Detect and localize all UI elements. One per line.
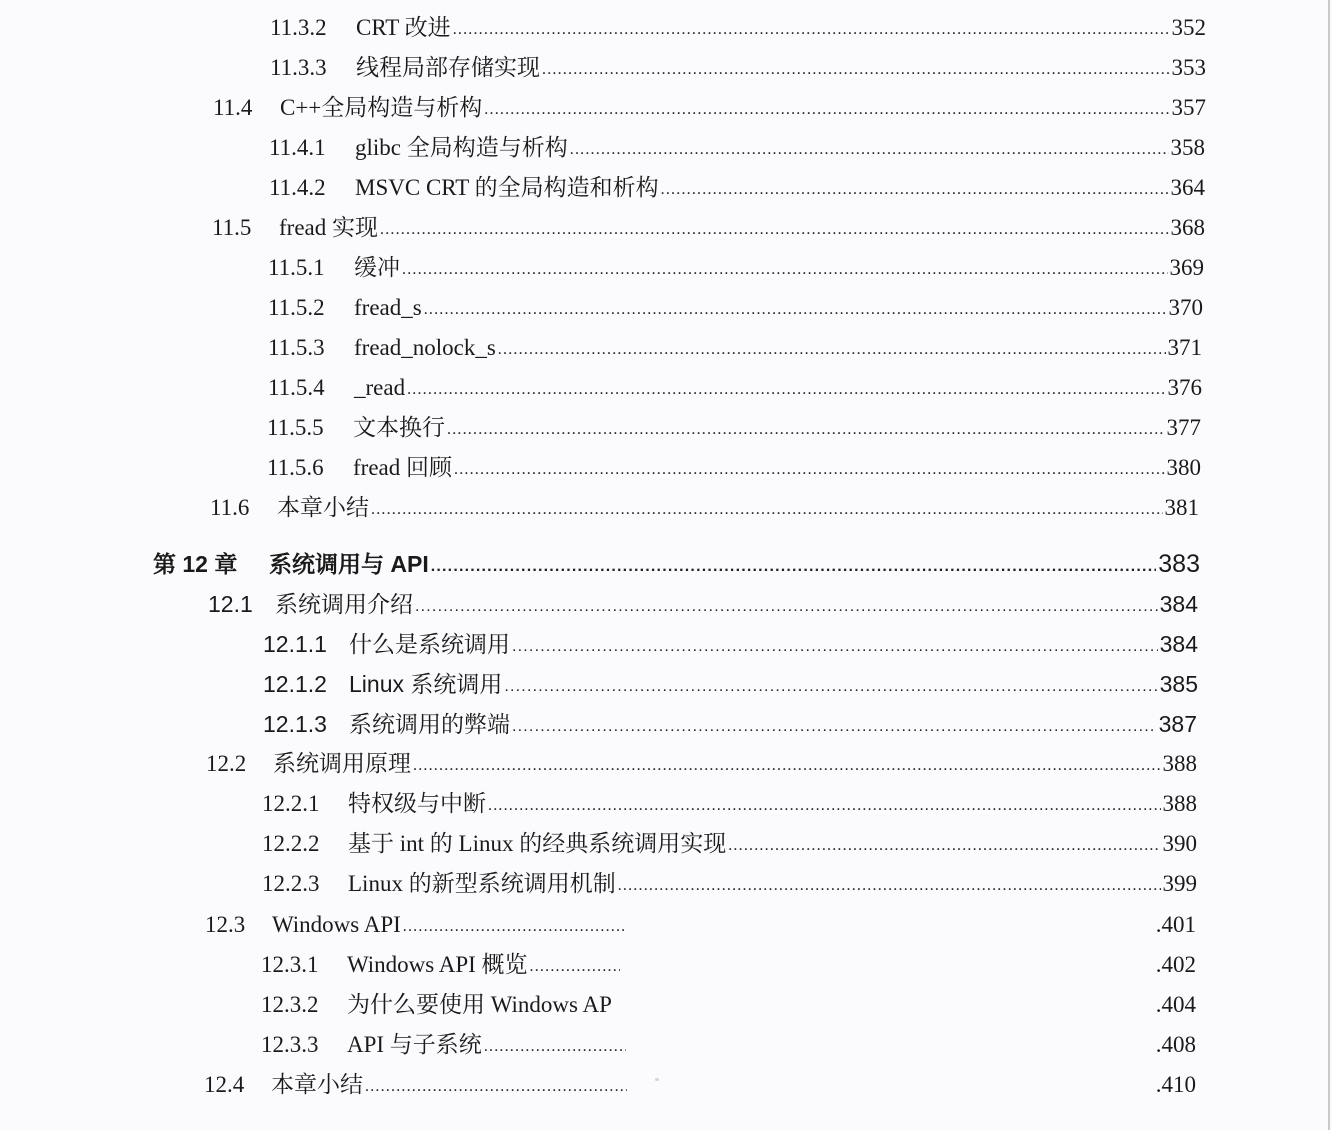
toc-entry-number: 12.3.1 (261, 952, 319, 977)
dot-leader (371, 493, 1163, 521)
toc-entry[interactable] (270, 54, 1206, 82)
dot-leader (498, 333, 1166, 361)
dot-leader (380, 213, 1169, 241)
toc-entry-title: 文本换行 (353, 415, 445, 440)
toc-entry-page: 352 (1171, 15, 1206, 40)
toc-entry[interactable] (261, 991, 1196, 1019)
dot-leader (530, 950, 620, 978)
toc-entry-title: 系统调用介绍 (275, 591, 413, 617)
toc-entry-page: 377 (1166, 415, 1201, 440)
toc-entry-number: 11.5.6 (267, 455, 324, 480)
toc-entry-page: 385 (1159, 671, 1198, 697)
toc-entry-number: 12.1.1 (263, 631, 327, 657)
toc-entry-number: 11.5.1 (268, 255, 325, 280)
toc-entry-title: 为什么要使用 Windows AP (347, 992, 612, 1017)
dot-leader (413, 749, 1161, 777)
toc-chapter-entry[interactable] (153, 550, 1200, 578)
toc-entry-page: 371 (1167, 335, 1202, 360)
dot-leader (365, 1070, 627, 1098)
toc-entry[interactable] (205, 911, 1196, 939)
toc-entry-number: 12.2.3 (262, 871, 320, 896)
toc-entry-page: 381 (1164, 495, 1199, 520)
toc-entry[interactable] (263, 710, 1197, 738)
toc-entry[interactable] (268, 294, 1203, 322)
toc-entry-page: 358 (1170, 135, 1205, 160)
toc-entry[interactable] (269, 174, 1205, 202)
toc-entry-page: 357 (1171, 95, 1206, 120)
dot-leader (488, 789, 1161, 817)
toc-entry-number: 12.2 (206, 751, 247, 776)
toc-entry-title: Windows API 概览 (347, 952, 528, 977)
toc-entry-number: 12.4 (204, 1072, 245, 1097)
toc-entry-number: 11.4 (213, 95, 253, 120)
toc-entry-title: API 与子系统 (347, 1032, 482, 1057)
toc-entry-number: 11.3.3 (270, 55, 327, 80)
toc-entry-page: .410 (1155, 1072, 1196, 1097)
toc-entry[interactable] (204, 1071, 1196, 1099)
toc-entry[interactable] (212, 214, 1205, 242)
toc-entry[interactable] (263, 670, 1198, 698)
toc-entry[interactable] (267, 454, 1201, 482)
dot-leader (661, 173, 1169, 201)
toc-entry-number: 11.5.4 (268, 375, 325, 400)
toc-entry-number: 11.5.3 (268, 335, 325, 360)
toc-entry-title: Windows API (272, 912, 401, 937)
toc-entry[interactable] (262, 790, 1197, 818)
toc-entry-page: 368 (1170, 215, 1205, 240)
toc-entry[interactable] (213, 94, 1206, 122)
toc-entry-page: 369 (1169, 255, 1204, 280)
toc-entry-title: 本章小结 (277, 495, 369, 520)
toc-entry-title: MSVC CRT 的全局构造和析构 (355, 175, 659, 200)
toc-entry-page: .401 (1155, 912, 1196, 937)
toc-entry-title: 系统调用的弊端 (349, 711, 510, 737)
chapter-page: 383 (1158, 550, 1200, 578)
toc-entry-title: 基于 int 的 Linux 的经典系统调用实现 (348, 831, 727, 856)
dot-leader (454, 453, 1165, 481)
toc-entry-title: fread 回顾 (353, 455, 452, 480)
dot-leader (570, 133, 1169, 161)
toc-entry-page: 370 (1168, 295, 1203, 320)
toc-entry-number: 12.3.3 (261, 1032, 319, 1057)
toc-entry-title: fread_s (354, 295, 422, 320)
dot-leader (484, 1030, 626, 1058)
toc-entry[interactable] (267, 414, 1201, 442)
dot-leader (447, 413, 1165, 441)
toc-entry-title: 什么是系统调用 (349, 631, 510, 657)
dot-leader (402, 253, 1168, 281)
chapter-title: 系统调用与 API (269, 551, 429, 577)
toc-entry-page: 390 (1162, 831, 1197, 856)
page-edge-border (1328, 0, 1330, 1130)
toc-entry[interactable] (263, 630, 1198, 658)
toc-entry-page: 380 (1166, 455, 1201, 480)
toc-entry-title: Linux 系统调用 (349, 671, 503, 697)
dot-leader (424, 293, 1167, 321)
dot-leader (431, 549, 1157, 577)
toc-entry-title: _read (354, 375, 406, 400)
toc-entry-page: 388 (1162, 751, 1197, 776)
toc-entry[interactable] (269, 134, 1205, 162)
toc-entry-page: .408 (1155, 1032, 1196, 1057)
toc-entry-title: 线程局部存储实现 (356, 55, 540, 80)
toc-entry-number: 11.3.2 (270, 15, 327, 40)
toc-entry-page: .402 (1155, 952, 1196, 977)
toc-entry-number: 11.4.1 (269, 135, 326, 160)
toc-entry-number: 12.3.2 (261, 992, 319, 1017)
toc-entry-page: .404 (1155, 992, 1196, 1017)
toc-entry[interactable] (268, 334, 1202, 362)
toc-entry-title: 缓冲 (354, 255, 400, 280)
toc-entry[interactable] (262, 830, 1197, 858)
dot-leader (504, 669, 1157, 697)
toc-entry[interactable] (268, 374, 1202, 402)
dot-leader (407, 373, 1165, 401)
dot-leader (403, 910, 624, 938)
toc-entry[interactable] (262, 870, 1197, 898)
toc-entry-title: fread_nolock_s (354, 335, 496, 360)
toc-entry-number: 11.6 (210, 495, 250, 520)
toc-entry-page: 384 (1159, 591, 1198, 617)
toc-entry-page: 376 (1167, 375, 1202, 400)
toc-entry-number: 12.2.2 (262, 831, 320, 856)
toc-entry-title: fread 实现 (279, 215, 378, 240)
toc-entry-title: Linux 的新型系统调用机制 (348, 871, 616, 896)
toc-entry-page: 353 (1171, 55, 1206, 80)
toc-entry[interactable] (208, 590, 1198, 618)
toc-entry-page: 364 (1170, 175, 1205, 200)
toc-entry-number: 11.5 (212, 215, 252, 240)
dot-leader (512, 709, 1157, 737)
toc-entry-number: 12.1.3 (263, 711, 327, 737)
toc-entry-page: 399 (1162, 871, 1197, 896)
toc-entry-number: 12.1 (208, 591, 253, 617)
toc-entry-page: 387 (1158, 711, 1197, 737)
toc-entry-number: 11.5.5 (267, 415, 324, 440)
toc-entry[interactable] (210, 494, 1199, 522)
toc-entry-page: 384 (1159, 631, 1198, 657)
dot-leader (484, 93, 1169, 121)
dot-leader (728, 829, 1160, 857)
dot-leader (512, 629, 1158, 657)
toc-entry-page: 388 (1162, 791, 1197, 816)
toc-entry[interactable] (206, 750, 1197, 778)
toc-entry-title: glibc 全局构造与析构 (355, 135, 568, 160)
toc-entry[interactable] (268, 254, 1204, 282)
toc-entry-number: 11.5.2 (268, 295, 325, 320)
toc-entry-title: CRT 改进 (356, 15, 451, 40)
toc-entry[interactable] (261, 951, 1196, 979)
toc-entry-number: 11.4.2 (269, 175, 326, 200)
dot-leader (453, 13, 1170, 41)
toc-entry-title: 本章小结 (271, 1072, 363, 1097)
dot-leader (415, 589, 1158, 617)
toc-entry-number: 12.2.1 (262, 791, 320, 816)
toc-entry-number: 12.1.2 (263, 671, 327, 697)
toc-entry[interactable] (261, 1031, 1196, 1059)
toc-entry-number: 12.3 (205, 912, 246, 937)
chapter-number: 第 12 章 (153, 551, 238, 577)
dot-leader (542, 53, 1170, 81)
toc-entry-title: 特权级与中断 (348, 791, 486, 816)
toc-entry[interactable] (270, 14, 1206, 42)
dot-leader (618, 869, 1161, 897)
toc-entry-title: 系统调用原理 (273, 751, 411, 776)
toc-entry-title: C++全局构造与析构 (280, 95, 483, 120)
